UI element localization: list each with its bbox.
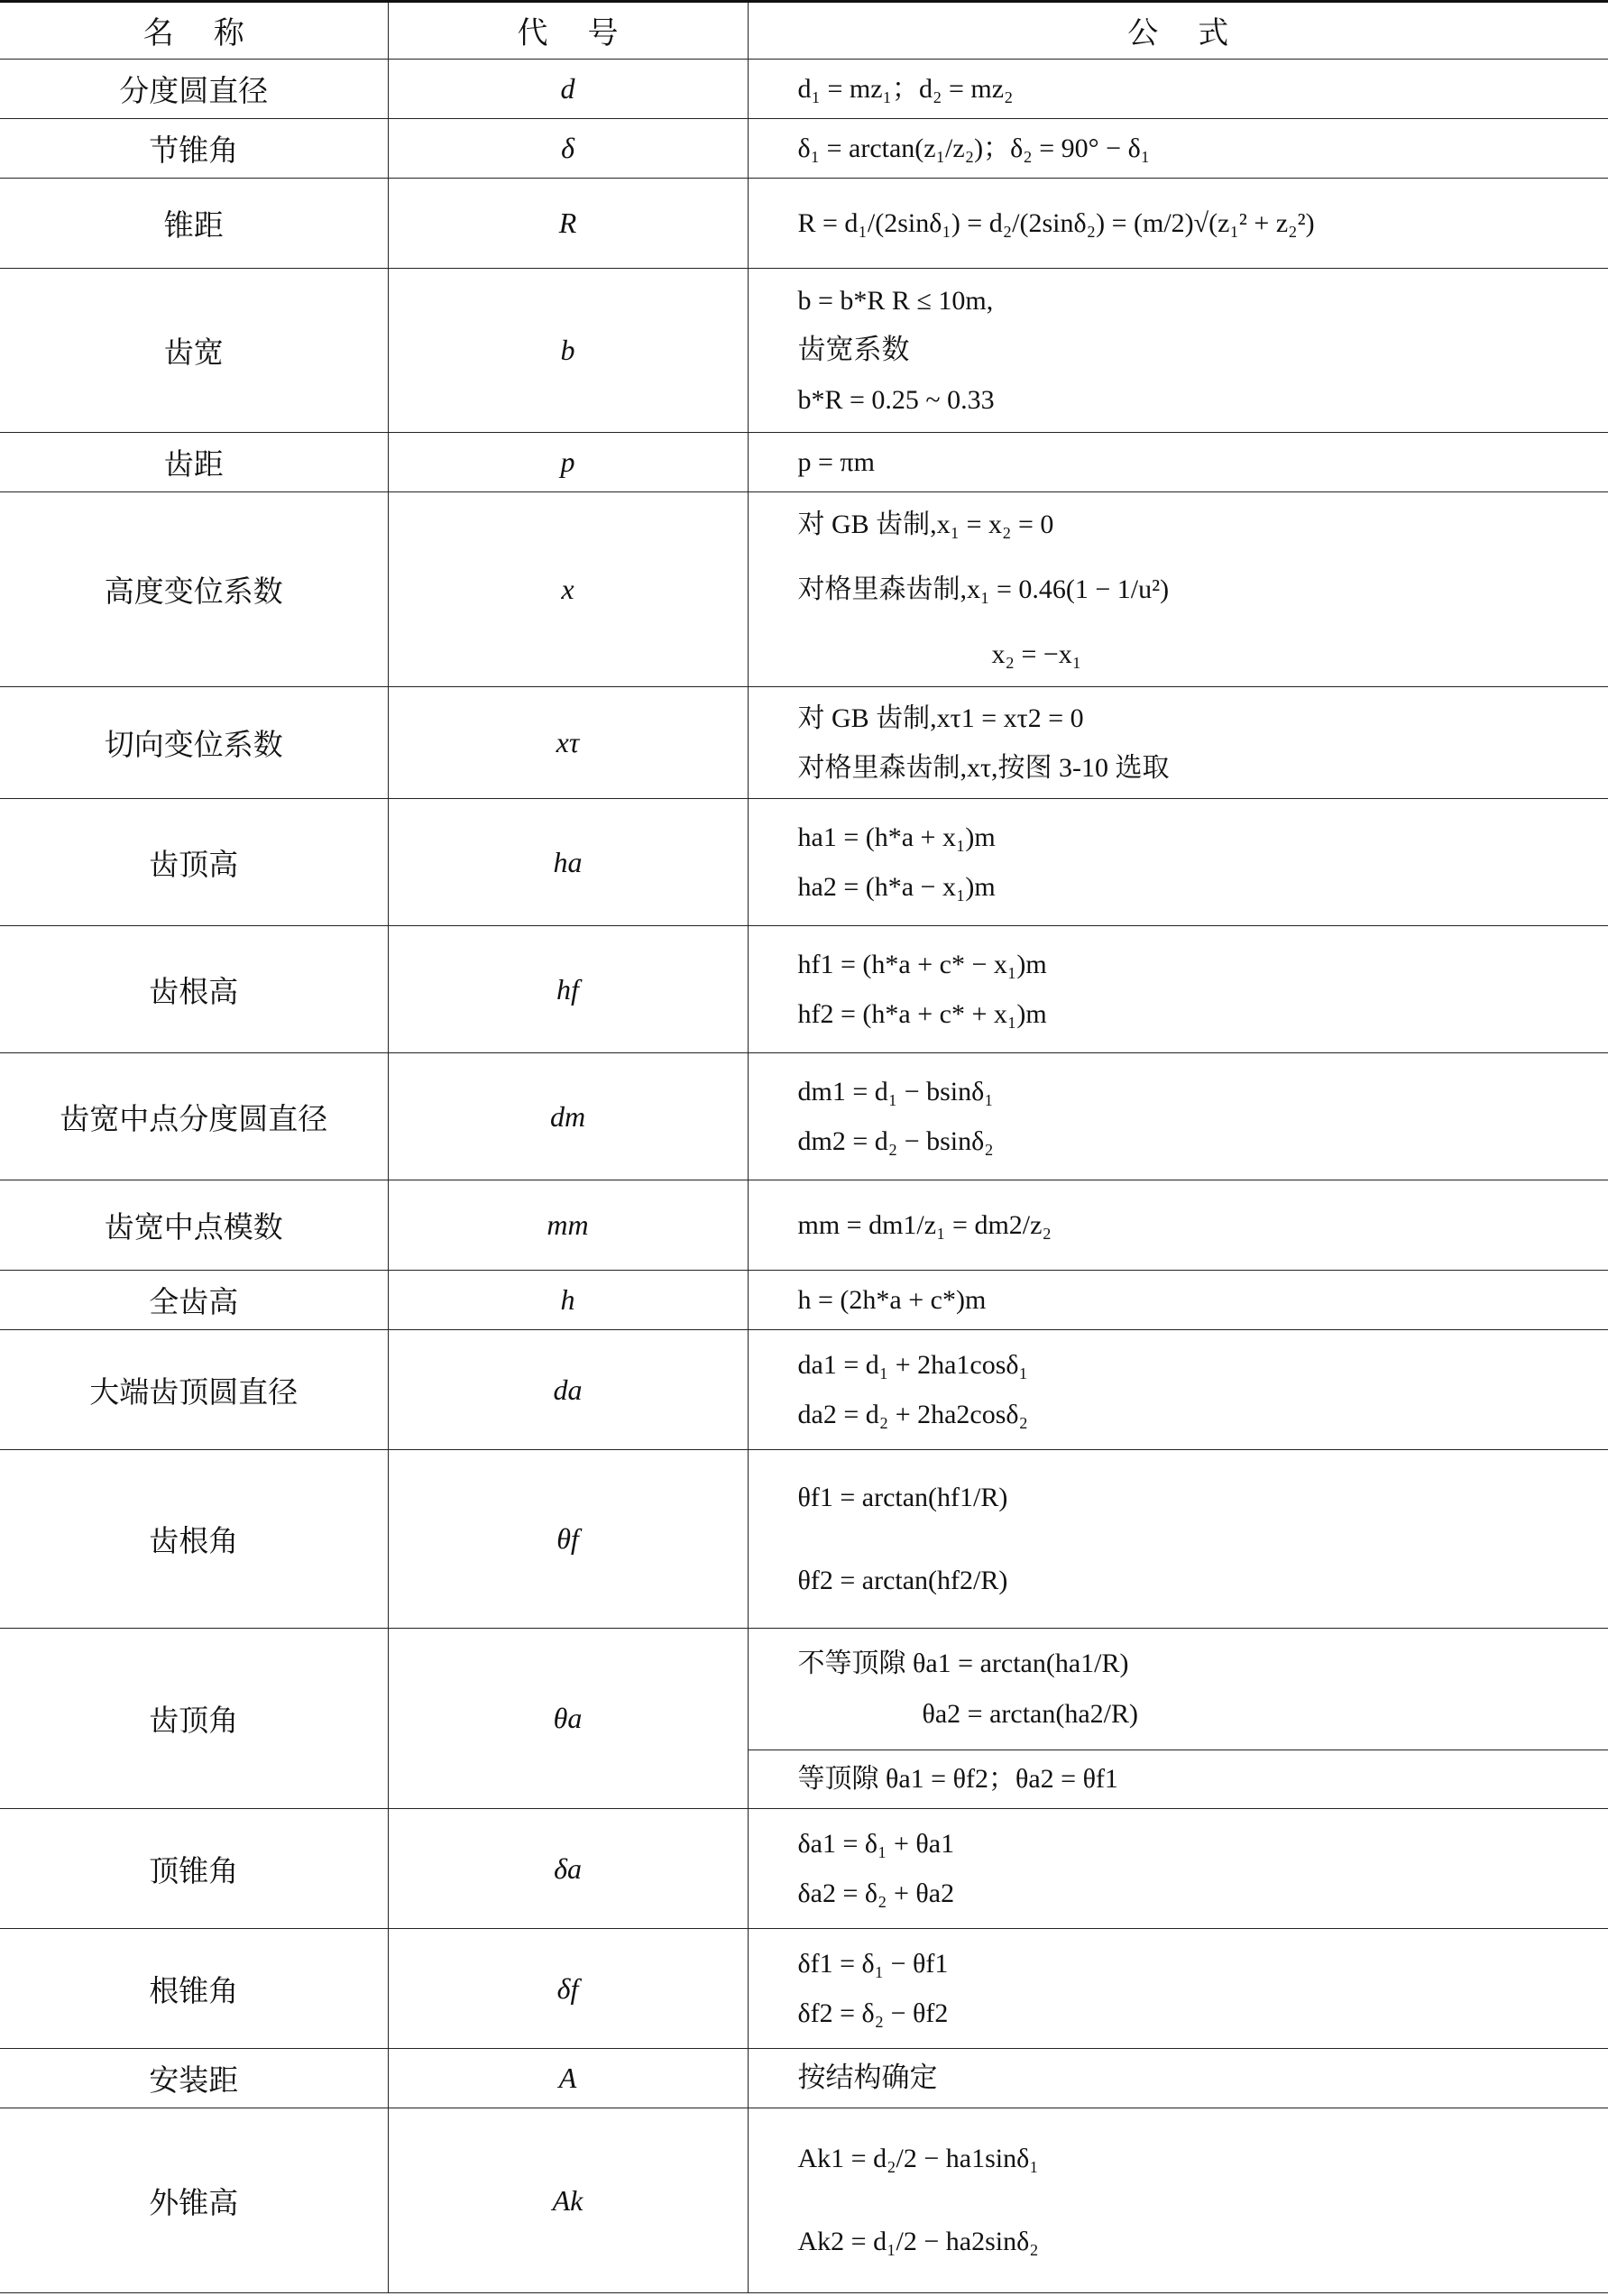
- row-formula: [748, 2049, 1608, 2108]
- formula-line: ha1 = (h*a + x₁)m: [797, 822, 996, 852]
- row-formula: [748, 119, 1608, 179]
- formula-line: Ak2 = d₁/2 − ha2sinδ₂: [797, 2227, 1039, 2256]
- table-row: [0, 1629, 1608, 1809]
- row-symbol: R: [388, 179, 748, 269]
- row-symbol: da: [388, 1330, 748, 1450]
- table-row: [0, 60, 1608, 119]
- formula-line: 不等顶隙 θa1 = arctan(ha1/R): [797, 1648, 1129, 1678]
- table-row: [0, 269, 1608, 433]
- formula-line: θf1 = arctan(hf1/R): [797, 1482, 1008, 1512]
- table-row: [0, 687, 1608, 799]
- table-row: [0, 799, 1608, 926]
- formula-subcell-equal: 等顶隙 θa1 = θf2；θa2 = θf1: [797, 1763, 1118, 1794]
- formula-line: R = d₁/(2sinδ₁) = d₂/(2sinδ₂) = (m/2)√(z₁² + z₂²): [797, 208, 1315, 238]
- formula-line: δa2 = δ₂ + θa2: [797, 1878, 955, 1908]
- formula-line: 对格里森齿制,x₁ = 0.46(1 − 1/u²): [797, 574, 1170, 604]
- formula-line: hf2 = (h*a + c* + x₁)m: [797, 999, 1047, 1029]
- row-formula: [748, 492, 1608, 687]
- formula-line: Ak1 = d₂/2 − ha1sinδ₁: [797, 2144, 1039, 2173]
- row-name: 齿根高: [0, 926, 388, 1053]
- row-name: 根锥角: [0, 1929, 388, 2049]
- row-symbol: δ: [388, 119, 748, 179]
- formula-line: da1 = d₁ + 2ha1cosδ₁: [797, 1350, 1029, 1380]
- row-name: 高度变位系数: [0, 492, 388, 687]
- formula-line: mm = dm1/z₁ = dm2/z₂: [797, 1210, 1052, 1240]
- row-name: 齿顶高: [0, 799, 388, 926]
- row-symbol: A: [388, 2049, 748, 2108]
- row-name: 齿顶角: [0, 1629, 388, 1809]
- formula-line: d₁ = mz₁；d₂ = mz₂: [797, 74, 1014, 104]
- row-name: 分度圆直径: [0, 60, 388, 119]
- row-name: 大端齿顶圆直径: [0, 1330, 388, 1450]
- row-name: 切向变位系数: [0, 687, 388, 799]
- formula-line: θa2 = arctan(ha2/R): [922, 1698, 1139, 1729]
- formula-line: 齿宽系数: [797, 334, 910, 366]
- row-symbol: mm: [388, 1180, 748, 1271]
- row-symbol: θa: [388, 1629, 748, 1809]
- row-name: 锥距: [0, 179, 388, 269]
- table-row: [0, 1053, 1608, 1180]
- row-formula: [748, 1809, 1608, 1929]
- row-symbol: h: [388, 1271, 748, 1330]
- table-row: [0, 433, 1608, 492]
- row-formula: [748, 926, 1608, 1053]
- header-row: [0, 1, 1608, 60]
- formula-line: da2 = d₂ + 2ha2cosδ₂: [797, 1400, 1029, 1429]
- row-formula: [748, 1330, 1608, 1450]
- row-name: 齿距: [0, 433, 388, 492]
- header-name: 名称: [0, 1, 388, 60]
- formula-line: δa1 = δ₁ + θa1: [797, 1829, 955, 1859]
- formula-line: 按结构确定: [797, 2062, 938, 2094]
- row-name: 顶锥角: [0, 1809, 388, 1929]
- formula-line: 对 GB 齿制,xτ1 = xτ2 = 0: [797, 703, 1084, 733]
- header-symbol: 代号: [388, 1, 748, 60]
- row-name: 齿宽中点分度圆直径: [0, 1053, 388, 1180]
- row-formula: [748, 60, 1608, 119]
- row-formula: [748, 1271, 1608, 1330]
- table-row: [0, 1330, 1608, 1450]
- formula-line: b = b*R R ≤ 10m,: [797, 286, 994, 316]
- row-formula: [748, 1450, 1608, 1629]
- top-rule: [0, 0, 1608, 3]
- formula-line: x₂ = −x₁: [991, 638, 1082, 669]
- row-symbol: x: [388, 492, 748, 687]
- formula-line: 对 GB 齿制,x₁ = x₂ = 0: [797, 509, 1054, 539]
- formula-line: b*R = 0.25 ~ 0.33: [797, 385, 995, 415]
- table-row: [0, 119, 1608, 179]
- formula-line: 对格里森齿制,xτ,按图 3-10 选取: [797, 752, 1170, 783]
- formula-line: δf2 = δ₂ − θf2: [797, 1998, 949, 2028]
- row-formula: [748, 1929, 1608, 2049]
- row-symbol: p: [388, 433, 748, 492]
- row-formula: [748, 687, 1608, 799]
- row-symbol: b: [388, 269, 748, 433]
- table-row: [0, 1180, 1608, 1271]
- table-row: [0, 1271, 1608, 1330]
- table-row: [0, 179, 1608, 269]
- header-formula: 公式: [748, 1, 1608, 60]
- table-row: [0, 492, 1608, 687]
- formula-line: h = (2h*a + c*)m: [797, 1285, 987, 1315]
- table-row: [0, 2108, 1608, 2293]
- row-formula: [748, 269, 1608, 433]
- formula-line: dm2 = d₂ − bsinδ₂: [797, 1126, 994, 1156]
- row-name: 齿宽: [0, 269, 388, 433]
- row-symbol: δf: [388, 1929, 748, 2049]
- formula-line: δ₁ = arctan(z₁/z₂)；δ₂ = 90° − δ₁: [797, 133, 1151, 163]
- row-symbol: xτ: [388, 687, 748, 799]
- formula-line: ha2 = (h*a − x₁)m: [797, 872, 996, 902]
- row-formula: [748, 179, 1608, 269]
- row-symbol: δa: [388, 1809, 748, 1929]
- row-symbol: dm: [388, 1053, 748, 1180]
- row-symbol: d: [388, 60, 748, 119]
- row-formula: [748, 1180, 1608, 1271]
- row-name: 安装距: [0, 2049, 388, 2108]
- row-formula: [748, 433, 1608, 492]
- formula-line: δf1 = δ₁ − θf1: [797, 1949, 949, 1979]
- row-name: 节锥角: [0, 119, 388, 179]
- row-symbol: hf: [388, 926, 748, 1053]
- row-formula: [748, 799, 1608, 926]
- row-formula: [748, 2108, 1608, 2293]
- row-symbol: Ak: [388, 2108, 748, 2293]
- row-name: 齿宽中点模数: [0, 1180, 388, 1271]
- formula-line: dm1 = d₁ − bsinδ₁: [797, 1077, 994, 1107]
- row-symbol: ha: [388, 799, 748, 926]
- row-symbol: θf: [388, 1450, 748, 1629]
- formula-subcell-unequal: [749, 1630, 1608, 1750]
- formula-line: θf2 = arctan(hf2/R): [797, 1565, 1008, 1595]
- row-name: 外锥高: [0, 2108, 388, 2293]
- formula-line: p = πm: [797, 447, 875, 477]
- table-row: [0, 926, 1608, 1053]
- formula-line: hf1 = (h*a + c* − x₁)m: [797, 950, 1047, 979]
- table-row: [0, 1450, 1608, 1629]
- row-name: 齿根角: [0, 1450, 388, 1629]
- row-formula: [748, 1053, 1608, 1180]
- table-row: [0, 1809, 1608, 1929]
- table-row: [0, 2049, 1608, 2108]
- row-formula: [748, 1629, 1608, 1809]
- row-name: 全齿高: [0, 1271, 388, 1330]
- table-row: [0, 1929, 1608, 2049]
